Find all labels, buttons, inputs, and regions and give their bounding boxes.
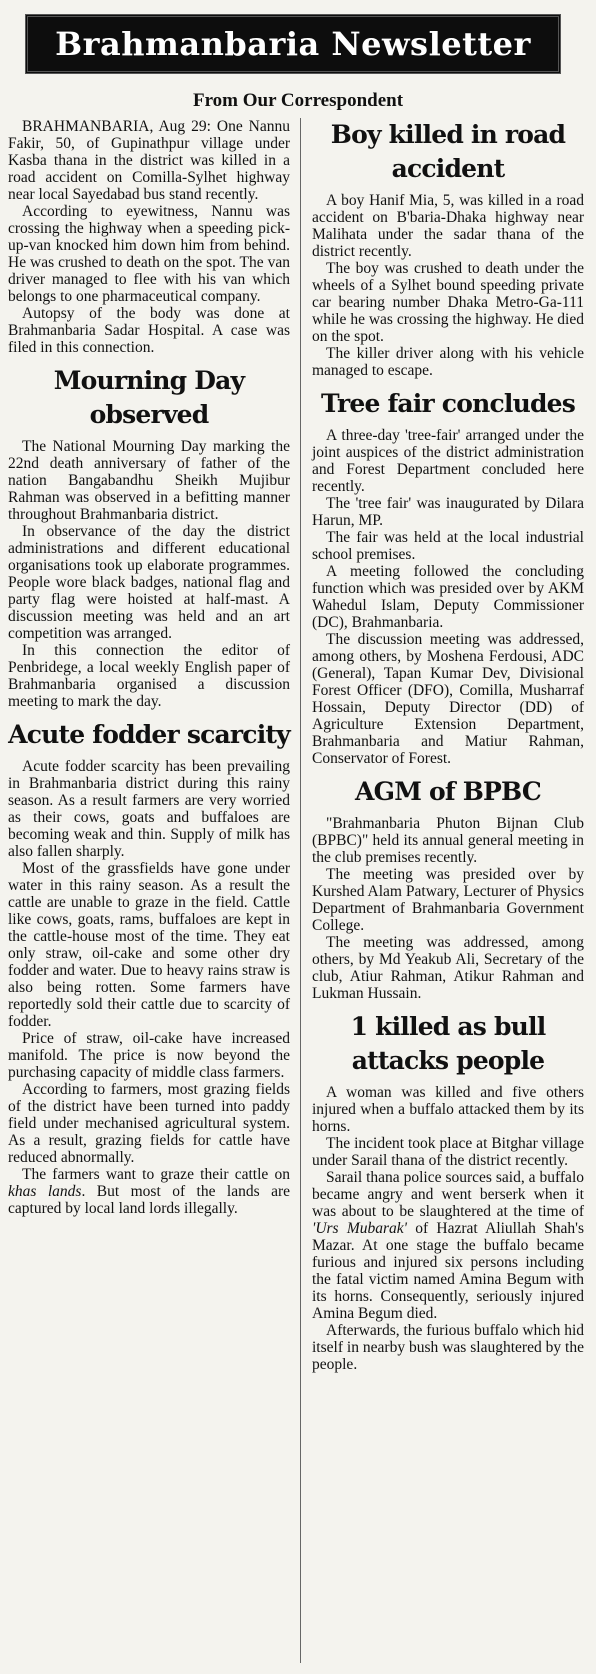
right-column bbox=[312, 118, 584, 1373]
masthead-title: Brahmanbaria Newsletter bbox=[55, 25, 531, 63]
article-paragraph: The National Mourning Day marking the 22nd death anniversary of father of the nation Bangabandhu Sheikh Mujibur Rahman was observed in a befitting manner throughout Brahmanbaria district. bbox=[8, 438, 290, 523]
article-paragraph: Acute fodder scarcity has been prevailing in Brahmanbaria district during this rainy season. As a result farmers are very worried as their cows, goats and buffaloes are becoming weak and thin. Supply of milk has also fallen sharply. bbox=[8, 758, 290, 860]
article-paragraph: The boy was crushed to death under the wheels of a Sylhet bound speeding private car bearing number Dhaka Metro-Ga-111 while he was crossing the highway. He died on the spot. bbox=[312, 260, 584, 345]
article-paragraph: The killer driver along with his vehicle managed to escape. bbox=[312, 345, 584, 379]
lead-paragraph: According to eyewitness, Nannu was crossing the highway when a speeding pick-up-van knocked him down him from behind. He was crushed to death on the spot. The van driver managed to flee with his van which belongs to one pharmaceutical company. bbox=[8, 203, 290, 305]
headline-boy-killed: Boy killed in road accident bbox=[330, 120, 566, 183]
text-run: of Hazrat Aliullah Shah's Mazar. At one stage the buffalo became furious and injured six persons including the fatal victim named Amina Begum with its horns. Consequently, seriously injured Amina Begum died. bbox=[312, 1220, 585, 1322]
lead-paragraph: BRAHMANBARIA, Aug 29: One Nannu Fakir, 50, of Gupinathpur village under Kasba thana in the district was killed in a road accident on Comilla-Sylhet highway near local Sayedabad bus stand recently. bbox=[8, 118, 290, 203]
article-paragraph: The fair was held at the local industrial school premises. bbox=[312, 529, 584, 563]
article-paragraph: A three-day 'tree-fair' arranged under the joint auspices of the district administration and Forest Department concluded here recently. bbox=[312, 427, 584, 495]
article-paragraph: The meeting was addressed, among others, by Md Yeakub Ali, Secretary of the club, Atiur Rahman, Atikur Rahman and Lukman Hussain. bbox=[312, 934, 584, 1002]
byline: From Our Correspondent bbox=[192, 90, 404, 111]
article-paragraph: Afterwards, the furious buffalo which hid itself in nearby bush was slaughtered by the people. bbox=[312, 1322, 584, 1373]
italic-term: khas lands bbox=[8, 1183, 82, 1200]
headline-bull-attack: 1 killed as bull attacks people bbox=[350, 1012, 546, 1075]
article-paragraph: The incident took place at Bitghar village under Sarail thana of the district recently. bbox=[312, 1135, 584, 1169]
masthead bbox=[25, 14, 561, 74]
article-paragraph: In observance of the day the district administrations and different educational organisations took up elaborate programmes. People wore black badges, national flag and party flag were hoisted at half-mast. A discussion meeting was held and an art competition was arranged. bbox=[8, 523, 290, 642]
article-paragraph: The 'tree fair' was inaugurated by Dilara Harun, MP. bbox=[312, 495, 584, 529]
headline-agm-bpbc: AGM of BPBC bbox=[355, 777, 541, 806]
article-paragraph: A boy Hanif Mia, 5, was killed in a road accident on B'baria-Dhaka highway near Malihata under the sadar thana of the district recently. bbox=[312, 192, 584, 260]
left-column bbox=[8, 118, 290, 1217]
article-paragraph: In this connection the editor of Penbridege, a local weekly English paper of Brahmanbaria organised a discussion meeting to mark the day. bbox=[8, 642, 290, 710]
lead-paragraph: Autopsy of the body was done at Brahmanbaria Sadar Hospital. A case was filed in this connection. bbox=[8, 305, 290, 356]
article-paragraph: According to farmers, most grazing fields of the district have been turned into paddy field under mechanised agricultural system. As a result, grazing fields for cattle have reduced abnormally. bbox=[8, 1081, 290, 1166]
text-run: The farmers want to graze their cattle on bbox=[22, 1166, 290, 1183]
text-run: . But most of the lands are captured by local land lords illegally. bbox=[8, 1183, 291, 1217]
headline-tree-fair: Tree fair concludes bbox=[320, 389, 576, 418]
article-paragraph: A meeting followed the concluding function which was presided over by AKM Wahedul Islam, Deputy Commissioner (DC), Brahmanbaria. bbox=[312, 563, 584, 631]
article-paragraph: A woman was killed and five others injured when a buffalo attacked them by its horns. bbox=[312, 1084, 584, 1135]
article-paragraph: The discussion meeting was addressed, among others, by Moshena Ferdousi, ADC (General), Tapan Kumar Dev, Divisional Forest Officer (DFO), Comilla, Musharraf Hossain, Deputy Director (DD) of Agriculture Extension Department, Brahmanbaria and Matiur Rahman, Conservator of Forest. bbox=[312, 631, 584, 767]
text-run: Sarail thana police sources said, a buffalo became angry and went berserk when it was about to be slaughtered at the time of bbox=[312, 1169, 584, 1220]
article-paragraph bbox=[312, 1169, 584, 1322]
article-paragraph: Most of the grassfields have gone under water in this rainy season. As a result the cattle are unable to graze in the field. Cattle like cows, goats, rams, buffaloes are kept in the cattle-house most of the time. They eat only straw, oil-cake and some other dry fodder and water. Due to heavy rains straw is also being rotten. Some farmers have reportedly sold their cattle due to scarcity of fodder. bbox=[8, 860, 290, 1030]
headline-fodder-scarcity: Acute fodder scarcity bbox=[8, 720, 290, 749]
article-paragraph: "Brahmanbaria Phuton Bijnan Club (BPBC)" held its annual general meeting in the club premises recently. bbox=[312, 815, 584, 866]
article-paragraph: Price of straw, oil-cake have increased manifold. The price is now beyond the purchasing capacity of middle class farmers. bbox=[8, 1030, 290, 1081]
headline-mourning-day: Mourning Day observed bbox=[53, 366, 245, 429]
article-paragraph: The meeting was presided over by Kurshed Alam Patwary, Lecturer of Physics Department of Brahmanbaria Government College. bbox=[312, 866, 584, 934]
column-divider bbox=[300, 118, 301, 1663]
article-paragraph bbox=[8, 1166, 290, 1217]
italic-term: 'Urs Mubarak' bbox=[312, 1220, 407, 1237]
